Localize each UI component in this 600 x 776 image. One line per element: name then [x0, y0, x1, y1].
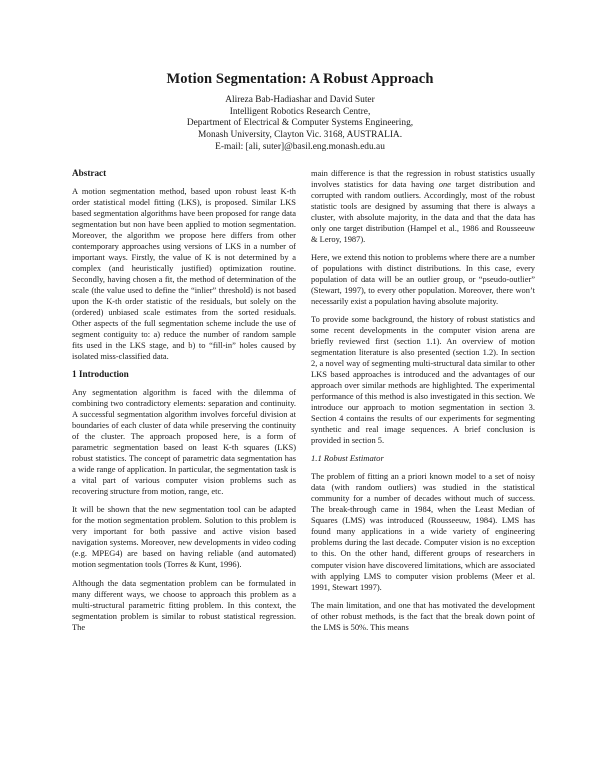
- left-column: [72, 168, 296, 640]
- author-email: E-mail: [ali, suter]@basil.eng.monash.edu.au: [215, 141, 385, 152]
- intro-paragraph-1: Any segmentation algorithm is faced with the dilemma of combining two contradictory elements: separation and continuity. A successful segmentation algorithm involves forceful division at boundaries of each cluster of data while preserving the continuity of the cluster. The approach proposed here, is a form of parametric segmentation based on least K-th squares (LKS) robust statistics. The concept of parametric data segmentation has a wide range of application. In particular, the segmentation task is a vital part of various computer vision problems such as recovering structure from motion, range, etc.: [72, 387, 296, 497]
- body-paragraph-limitation: The main limitation, and one that has motivated the development of other robust methods, is the fact that the break down point of the LMS is 50%. This means: [311, 599, 535, 632]
- text-run: main difference is that the regression in robust statistics usually involves statistics for data having: [311, 168, 535, 190]
- subsection-heading: 1.1 Robust Estimator: [311, 453, 384, 464]
- paper-title: Motion Segmentation: A Robust Approach: [166, 71, 434, 87]
- body-paragraph-lms: The problem of fitting an a priori known model to a set of noisy data (with random outliers) was studied in the statistical community for a number of decades without much of success. The break-through came in 1984, when the Least Median of Squares (LMS) was introduced (Rousseeuw, 1984). LMS has found many applications in a wide variety of engineering problems during the last decade. Computer vision is no exception to this. On the other hand, different groups of researchers in computer vision have discovered limitations, which are associated with applying LMS to computer vision problems (Meer et al. 1991, Stewart 1997).: [311, 471, 535, 592]
- body-paragraph-continued: [311, 168, 535, 245]
- affiliation-line-3: Monash University, Clayton Vic. 3168, AUSTRALIA.: [197, 130, 403, 141]
- intro-paragraph-3: Although the data segmentation problem can be formulated in many different ways, we choose to approach this problem as a multi-structural parametric fitting problem. In this context, the segmentation problem is similar to robust statistical regression. The: [72, 577, 296, 632]
- text-run: target distribution and corrupted with random outliers. Accordingly, most of the robust statistic tools are designed by assuming that there is always a cluster, with absolute majority, in the data and that the data has only one target distribution (Hampel et al., 1986 and Rousseeuw & Leroy, 1987).: [311, 179, 535, 245]
- author-block: [0, 95, 600, 154]
- right-column: [311, 168, 535, 640]
- affiliation-line-2: Department of Electrical & Computer Systems Engineering,: [186, 118, 414, 129]
- intro-paragraph-2: It will be shown that the new segmentation tool can be adapted for the motion segmentation problem. Solution to this problem is very important for both passive and active vision based navigation systems. Moreover, new developments in video coding (e.g. MPEG4) are based on having reliable (and automated) motion segmentation tools (Torres & Kunt, 1996).: [72, 504, 296, 570]
- body-paragraph-populations: Here, we extend this notion to problems where there are a number of populations with distinct distributions. In this case, every population of data will be an outlier group, or “pseudo-outlier” (Stewart, 1997), to every other population. Moreover, there won’t necessarily exist a population having absolute majority.: [311, 252, 535, 307]
- abstract-heading: Abstract: [72, 168, 107, 178]
- authors-names: Alireza Bab-Hadiashar and David Suter: [225, 95, 375, 105]
- affiliation-line-1: Intelligent Robotics Research Centre,: [229, 106, 371, 117]
- emphasized-word: one: [438, 179, 451, 190]
- abstract-paragraph: A motion segmentation method, based upon robust least K-th order statistical model fitting (LKS), is proposed. Similar LKS based segmentation algorithms have been proposed for range data segmentation but non have been applied to motion segmentation. Moreover, the algorithm we propose here differs from other contemporary approaches using versions of LKS in a number of important ways. Firstly, the value of K is not determined by a complex (and heuristically justified) optimization routine. Secondly, having chosen a fit, the method of determination of the scale (the value used to define the “inlier” threshold) is not based upon the K-th order statistic of the residuals, but solely on the (ordered) unbiased scale estimates from the sorted residuals. Other aspects of the full segmentation scheme include the use of segment contiguity to: a) reduce the number of random sample fits used in the LKS stage, and b) to “fill-in” holes caused by isolated miss-classified data.: [72, 186, 296, 362]
- introduction-heading: 1 Introduction: [72, 369, 129, 380]
- body-paragraph-background: To provide some background, the history of robust statistics and some recent developments in the computer vision arena are briefly reviewed first (section 1.1). An overview of motion segmentation literature is also presented (section 1.2). In section 2, a novel way of segmenting multi-structural data similar to other LKS based approaches is introduced and the advantages of our approach over similar methods are highlighted. The experimental performance of this method is also investigated in this section. We introduce our approach to motion segmentation in section 3. Section 4 contains the results of our experiments for segmenting synthetic and real image sequences. A brief conclusion is provided in section 5.: [311, 314, 535, 446]
